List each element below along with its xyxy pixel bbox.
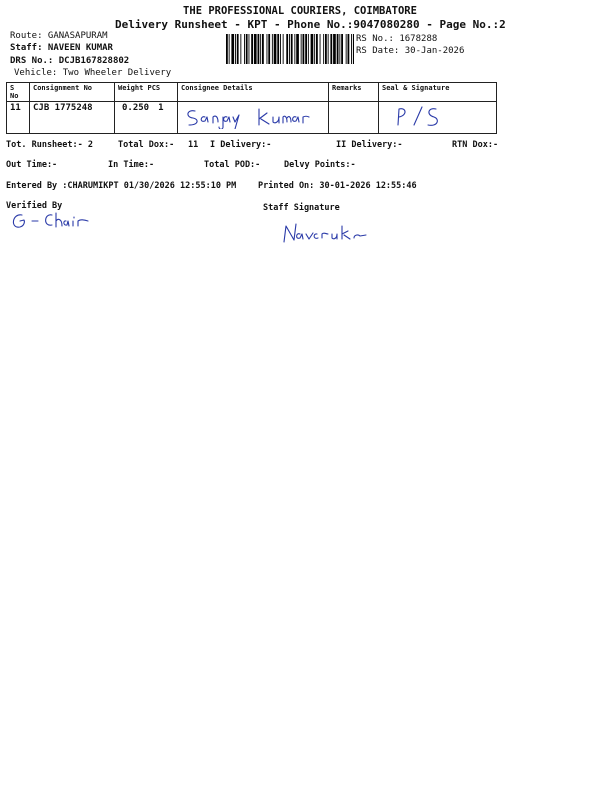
cell-remarks [329,102,379,134]
company-name: THE PROFESSIONAL COURIERS, COIMBATORE [183,5,417,17]
col-seal: Seal & Signature [379,83,497,102]
runsheet-title: Delivery Runsheet - KPT - Phone No.:9047080280 - Page No.:2 [115,18,506,31]
i-delivery: I Delivery:- [210,140,272,150]
col-remarks: Remarks [329,83,379,102]
drs-number: DRS No.: DCJB167828802 [10,56,130,66]
staff-signature-label: Staff Signature [263,203,340,213]
delvy-points: Delvy Points:- [284,160,356,170]
runsheet-table [6,82,497,134]
verifier-signature-image [8,207,98,235]
table-row [7,102,497,134]
in-time: In Time:- [108,160,155,170]
total-dox-label: Total Dox:- [118,140,175,150]
staff-signature-image [280,218,370,246]
barcode-image [226,34,354,64]
tot-runsheet: Tot. Runsheet:- 2 [6,140,93,150]
seal-mark-image [392,103,452,129]
staff-name: Staff: NAVEEN KUMAR [10,43,113,53]
rs-date: RS Date: 30-Jan-2026 [356,46,465,56]
col-consignment: Consignment No [30,83,115,102]
col-consignee: Consignee Details [178,83,329,102]
route: Route: GANASAPURAM [10,31,108,41]
col-weight-pcs: Weight PCS [115,83,178,102]
cell-weight: 0.250 [122,103,150,113]
entered-by: Entered By :CHARUMIKPT 01/30/2026 12:55:10 PM [6,181,237,191]
total-dox-value: 11 [188,140,199,150]
vehicle: Vehicle: Two Wheeler Delivery [14,68,172,78]
consignee-signature-image [181,103,321,129]
ii-delivery: II Delivery:- [336,140,403,150]
cell-consignee-signature [178,102,329,134]
cell-seal [379,102,497,134]
printed-on: Printed On: 30-01-2026 12:55:46 [258,181,417,191]
verified-by-label: Verified By [6,201,63,211]
total-pod: Total POD:- [204,160,261,170]
cell-weight-pcs [115,102,178,134]
cell-pcs: 1 [158,103,164,113]
rs-number: RS No.: 1678288 [356,34,438,44]
cell-consignment: CJB 1775248 [30,102,115,134]
cell-sno: 11 [7,102,30,134]
col-sno: S No [7,83,30,102]
rtn-dox: RTN Dox:- [452,140,499,150]
table-header-row [7,83,497,102]
out-time: Out Time:- [6,160,58,170]
